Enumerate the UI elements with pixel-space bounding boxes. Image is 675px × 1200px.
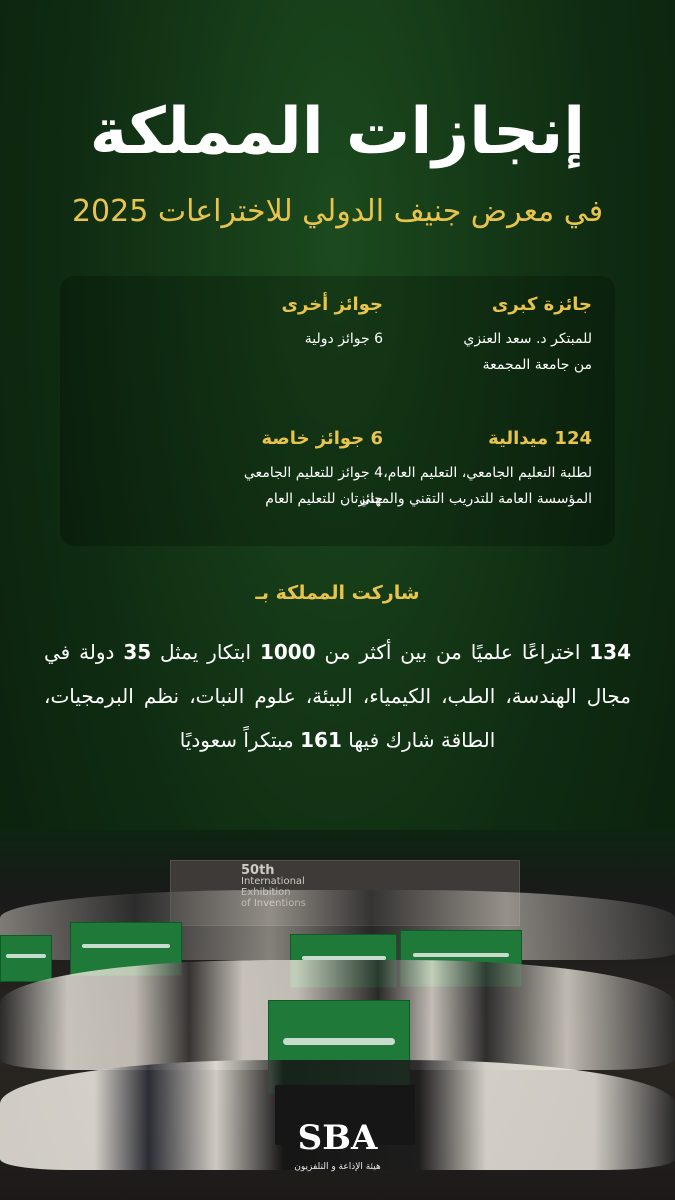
countries-count: 35 <box>123 640 152 664</box>
medals-line2: المؤسسة العامة للتدريب التقني والمهني <box>359 491 592 507</box>
participation-text-a: اختراعًا علميًا من بين أكثر من <box>315 640 590 664</box>
special-awards-card <box>103 426 383 512</box>
stage-text-1: 50th <box>241 863 275 878</box>
grand-prize-heading: جائزة كبرى <box>491 294 592 315</box>
participation-text-b: ابتكار يمثل <box>151 640 260 664</box>
grand-prize-line1: للمبتكر د. سعد العنزي <box>463 331 592 347</box>
page-subtitle: في معرض جنيف الدولي للاختراعات 2025 <box>71 194 604 229</box>
participation-heading: شاركت المملكة بـ <box>255 582 420 604</box>
inventions-count: 134 <box>589 640 631 664</box>
participation-text-c: دولة في مجال الهندسة، الطب، الكيمياء، البيئة، علوم النبات، نظم البرمجيات، الطاقة شارك فيها <box>44 640 631 752</box>
total-count: 1000 <box>259 640 316 664</box>
participation-text <box>44 630 631 762</box>
medals-line1: لطلبة التعليم الجامعي، التعليم العام، <box>383 465 592 481</box>
stage-text-2: International <box>241 876 305 887</box>
medals-heading: 124 ميدالية <box>488 428 592 449</box>
grand-prize-line2: من جامعة المجمعة <box>482 357 592 373</box>
other-awards-line1: 6 جوائز دولية <box>304 331 383 347</box>
other-awards-card <box>103 292 383 352</box>
saudi-flag-left-small <box>0 935 52 982</box>
special-awards-line2: جائزتان للتعليم العام <box>265 491 383 507</box>
other-awards-heading: جوائز أخرى <box>281 294 383 315</box>
group-photo <box>0 830 675 1200</box>
special-awards-line1: 4 جوائز للتعليم الجامعي <box>243 465 383 481</box>
innovators-count: 161 <box>300 728 342 752</box>
participation-text-d: مبتكراً سعوديًا <box>179 728 301 752</box>
sba-logo-subtitle: هيئة الإذاعة و التلفزيون <box>294 1162 381 1172</box>
special-awards-heading: 6 جوائز خاصة <box>261 428 383 449</box>
page-title: إنجازات المملكة <box>89 95 586 169</box>
sba-logo: SBA <box>297 1118 378 1158</box>
